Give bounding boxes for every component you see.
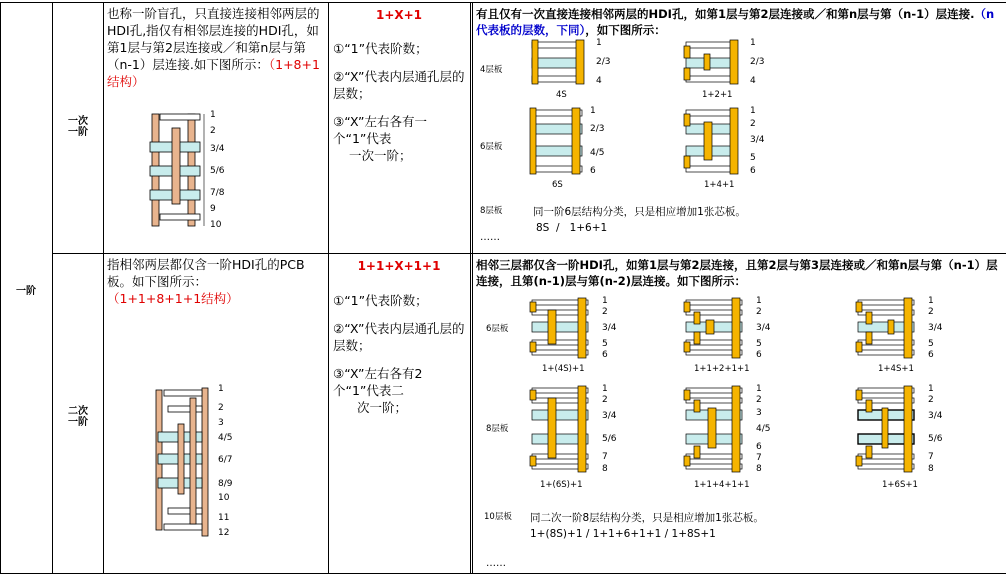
layer-label: 3/4	[928, 323, 943, 333]
row1-diagram-1-2-1	[680, 38, 746, 86]
layer-label: 6	[590, 166, 596, 176]
row1-layer-label: 5/6	[210, 166, 225, 176]
layer-label: 7	[928, 452, 934, 462]
row2-description-structure: （1+1+8+1+1结构）	[107, 291, 239, 306]
row1-layer-label: 2	[210, 126, 216, 136]
layer-label: 2	[602, 307, 608, 317]
row1-right-title-note: （n代表板的层数，下同）	[476, 7, 995, 37]
row2-diagram-1-6s-1	[526, 384, 600, 476]
row1-description	[107, 5, 327, 90]
row1-layer-label: 3/4	[210, 144, 225, 154]
layer-label: 4/5	[590, 148, 605, 158]
row2-6a-caption: 1+(4S)+1	[542, 364, 585, 374]
row2-description-main: 指相邻两层都仅含一阶HDI孔的PCB板。如下图所示：	[107, 257, 305, 289]
row1-layer-label: 10	[210, 220, 222, 230]
row2-diagram-1-6s-1-b	[852, 384, 926, 476]
layer-label: 1	[602, 296, 608, 306]
layer-label: 1	[928, 384, 934, 394]
layer-label: 5	[750, 153, 756, 163]
row2-layer-label: 4/5	[218, 433, 233, 443]
row2-layer-label: 11	[218, 513, 230, 523]
layer-label: 7	[602, 452, 608, 462]
layer-label: 1	[596, 38, 602, 48]
col-border-4	[470, 2, 471, 574]
layer-label: 6	[750, 166, 756, 176]
row2-right-title: 相邻三层都仅含一阶HDI孔，如第1层与第2层连接，且第2层与第3层连接或／和第n层与第（n-1）层连接，且第(n-1)层与第(n-2)层连接。如下图所示：	[476, 258, 998, 288]
layer-label: 7	[756, 453, 762, 463]
row1-diagram-6s	[526, 106, 592, 176]
layer-label: 2	[928, 395, 934, 405]
row2-diagram-1-1-2-1-1	[680, 296, 754, 360]
row2-stackup-diagram	[150, 384, 220, 540]
layer-label: 5	[928, 339, 934, 349]
layer-label: 1	[756, 384, 762, 394]
row1-note-3: ③“X”左右各有一个“1”代表	[333, 114, 427, 146]
layer-label: 1	[756, 296, 762, 306]
layer-label: 5	[756, 339, 762, 349]
layer-label: 4	[750, 76, 756, 86]
row2-layer-label: 2	[218, 403, 224, 413]
row2-board10-label: 10层板	[484, 512, 512, 522]
row1-stackup-diagram	[140, 110, 240, 234]
layer-label: 1	[750, 106, 756, 116]
layer-label: 8	[602, 464, 608, 474]
row1-layer-label: 1	[210, 110, 216, 120]
col-border-1	[52, 2, 53, 574]
row2-layer-label: 12	[218, 528, 230, 538]
layer-label: 3/4	[750, 135, 765, 145]
row1-6s-caption: 6S	[552, 180, 563, 190]
row2-layer-label: 3	[218, 418, 224, 428]
row1-note-2: ②“X”代表内层通孔层的层数；	[333, 69, 465, 101]
row2-8c-caption: 1+6S+1	[882, 480, 918, 490]
layer-label: 6	[756, 442, 762, 452]
col-border-0	[0, 2, 1, 574]
row2-diagram-1-4s-1	[526, 296, 600, 360]
row1-formula: 1+X+1	[375, 8, 423, 22]
layer-label: 6	[602, 350, 608, 360]
row2-board8-label: 8层板	[486, 424, 509, 434]
layer-label: 2	[928, 307, 934, 317]
row1-right-title	[476, 6, 1002, 38]
col-border-2	[103, 2, 104, 574]
row1-diagram-4s	[526, 38, 592, 86]
row-divider	[52, 253, 1006, 254]
row1-layer-label: 9	[210, 204, 216, 214]
row2-note-1: ①“1”代表阶数；	[333, 293, 428, 308]
layer-label: 3/4	[756, 323, 771, 333]
row1-right-title-b: ，如下图所示：	[585, 23, 666, 37]
row2-10layer-note: 同二次一阶8层结构分类，只是相应增加1张芯板。	[530, 512, 764, 524]
row2-notes	[333, 292, 468, 416]
layer-label: 1	[750, 38, 756, 48]
row2-layer-label: 8/9	[218, 479, 233, 489]
row2-diagram-1-4s-1-b	[852, 296, 926, 360]
row1-description-main: 也称一阶盲孔，只直接连接相邻两层的HDI孔,指仅有相邻层连接的HDI孔，如第1层与第2层连接或／和第n层与第（n-1）层连接.如下图所示：	[107, 6, 320, 72]
layer-label: 5/6	[602, 434, 617, 444]
layer-label: 4/5	[756, 424, 771, 434]
layer-label: 2/3	[596, 57, 611, 67]
row2-layer-label: 1	[218, 384, 224, 394]
row1-ellipsis: ……	[480, 232, 500, 243]
layer-label: 8	[928, 464, 934, 474]
row2-formula: 1+1+X+1+1	[357, 259, 441, 273]
category-label: 一阶	[16, 286, 36, 297]
layer-label: 8	[756, 464, 762, 474]
row2-board6-label: 6层板	[486, 324, 509, 334]
row1-8layer-formula: 8S / 1+6+1	[536, 222, 608, 234]
layer-label: 1	[590, 106, 596, 116]
row1-diagram-1-4-1	[680, 106, 746, 176]
row1-label-text: 一次 一阶	[68, 116, 88, 138]
row2-6b-caption: 1+1+2+1+1	[694, 364, 750, 374]
layer-label: 2/3	[590, 124, 605, 134]
layer-label: 1	[602, 384, 608, 394]
row2-note-3: ③“X”左右各有2个“1”代表二	[333, 366, 423, 398]
layer-label: 3	[756, 408, 762, 418]
table-top-border	[0, 2, 1006, 3]
row2-layer-label: 6/7	[218, 455, 233, 465]
row1-8layer-note: 同一阶6层结构分类，只是相应增加1张芯板。	[533, 206, 746, 218]
row2-layer-label: 10	[218, 493, 230, 503]
row1-description-structure: （1+8+1结构）	[107, 57, 320, 89]
row1-label	[60, 116, 96, 138]
layer-label: 2/3	[750, 57, 765, 67]
row1-4s-caption: 4S	[556, 90, 567, 100]
layer-label: 2	[602, 395, 608, 405]
row1-121-caption: 1+2+1	[702, 90, 733, 100]
row1-layer-label: 7/8	[210, 188, 225, 198]
layer-label: 3/4	[928, 411, 943, 421]
layer-label: 1	[928, 296, 934, 306]
row1-board8-label: 8层板	[480, 206, 503, 216]
row2-description	[107, 256, 327, 307]
col-border-3	[328, 2, 329, 574]
row2-8a-caption: 1+(6S)+1	[540, 480, 583, 490]
layer-label: 5/6	[928, 434, 943, 444]
layer-label: 6	[756, 350, 762, 360]
layer-label: 2	[750, 119, 756, 129]
row2-10layer-formula: 1+(8S)+1 / 1+1+6+1+1 / 1+8S+1	[530, 528, 716, 540]
layer-label: 3/4	[602, 323, 617, 333]
row2-6c-caption: 1+4S+1	[878, 364, 914, 374]
layer-label: 3/4	[602, 411, 617, 421]
col-border-5	[472, 2, 473, 574]
row1-board6-label: 6层板	[480, 142, 503, 152]
layer-label: 6	[928, 350, 934, 360]
row1-141-caption: 1+4+1	[704, 180, 735, 190]
row2-ellipsis: ……	[486, 558, 506, 569]
row2-8b-caption: 1+1+4+1+1	[694, 480, 750, 490]
row2-note-2: ②“X”代表内层通孔层的层数；	[333, 321, 465, 353]
layer-label: 4	[596, 76, 602, 86]
row1-notes	[333, 40, 468, 164]
row1-note-1: ①“1”代表阶数；	[333, 41, 428, 56]
row1-board4-label: 4层板	[480, 65, 503, 75]
row2-diagram-1-1-4-1-1	[680, 384, 754, 476]
layer-label: 2	[756, 395, 762, 405]
layer-label: 5	[602, 339, 608, 349]
row2-label	[60, 406, 96, 428]
row2-note-4: 次一阶；	[357, 400, 408, 415]
row2-label-text: 二次 一阶	[68, 406, 88, 428]
row1-right-title-a: 有且仅有一次直接连接相邻两层的HDI孔，如第1层与第2层连接或／和第n层与第（n-1）层连接.	[476, 7, 975, 21]
row1-note-4: 一次一阶；	[349, 148, 412, 163]
layer-label: 2	[756, 307, 762, 317]
